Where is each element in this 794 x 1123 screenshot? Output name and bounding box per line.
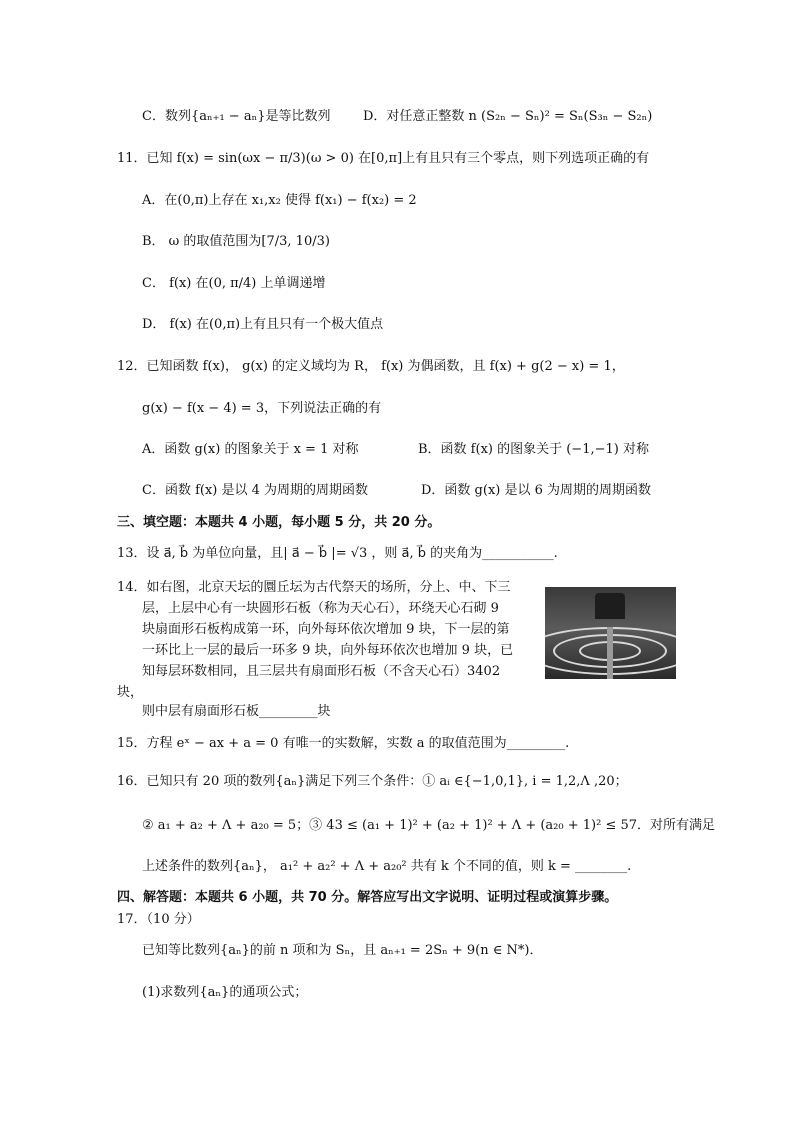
- q11-option-d: D． f(x) 在(0,π)上有且只有一个极大值点: [142, 317, 384, 332]
- q14-line-5: 知每层环数相同，且三层共有扇面形石板（不含天心石）3402: [142, 664, 501, 679]
- q11-stem: 11．已知 f(x) = sin(ωx − π/3)(ω > 0) 在[0,π]上有且只有三个零点，则下列选项正确的有: [117, 151, 650, 166]
- q14-answer-line: 则中层有扇面形石板_________块: [142, 704, 331, 719]
- q12-option-d: D．函数 g(x) 是以 6 为周期的周期函数: [421, 483, 652, 498]
- q11-option-b: B． ω 的取值范围为[7/3, 10/3): [142, 234, 330, 249]
- section3-heading: 三、填空题：本题共 4 小题，每小题 5 分，共 20 分。: [117, 515, 441, 530]
- q14-line-3: 块扇面形石板构成第一环，向外每环依次增加 9 块，下一层的第: [142, 622, 510, 637]
- q12-stem-line1: 12．已知函数 f(x)， g(x) 的定义域均为 R， f(x) 为偶函数，且 f(x) + g(2 − x) = 1，: [117, 359, 625, 374]
- q11-option-a: A．在(0,π)上存在 x₁,x₂ 使得 f(x₁) − f(x₂) = 2: [142, 193, 417, 208]
- q17-number: 17．（10 分）: [117, 912, 200, 927]
- section4-heading: 四、解答题：本题共 6 小题，共 70 分。解答应写出文字说明、证明过程或演算步骤。: [117, 890, 618, 905]
- q14-line-1: 14．如右图，北京天坛的圜丘坛为古代祭天的场所，分上、中、下三: [117, 580, 511, 595]
- q11-option-c: C． f(x) 在(0, π/4) 上单调递增: [142, 276, 326, 291]
- q12-option-b: B．函数 f(x) 的图象关于 (−1,−1) 对称: [418, 442, 649, 457]
- tiantan-photo: [545, 587, 676, 679]
- q16-line-3: 上述条件的数列{aₙ}， a₁² + a₂² + Λ + a₂₀² 共有 k 个不同的值，则 k = ________.: [142, 859, 632, 874]
- q10-option-c: C．数列{aₙ₊₁ − aₙ}是等比数列: [142, 109, 331, 124]
- temple-silhouette: [595, 593, 625, 619]
- q15-text: 15．方程 eˣ − ax + a = 0 有唯一的实数解，实数 a 的取值范围为_________.: [117, 736, 570, 751]
- q17-part1: (1)求数列{aₙ}的通项公式；: [142, 985, 308, 1000]
- q16-line-2: ② a₁ + a₂ + Λ + a₂₀ = 5；③ 43 ≤ (a₁ + 1)² + (a₂ + 1)² + Λ + (a₂₀ + 1)² ≤ 57．对所有满足: [142, 818, 716, 833]
- q12-option-c: C．函数 f(x) 是以 4 为周期的周期函数: [142, 483, 369, 498]
- q14-wrap: 块，: [117, 685, 144, 700]
- q16-line-1: 16．已知只有 20 项的数列{aₙ}满足下列三个条件：① aᵢ ∈{−1,0,1}, i = 1,2,Λ ,20；: [117, 774, 628, 789]
- q12-stem-line2: g(x) − f(x − 4) = 3，下列说法正确的有: [142, 401, 382, 416]
- q14-line-4: 一环比上一层的最后一环多 9 块，向外每环依次也增加 9 块，已: [142, 643, 514, 658]
- q12-option-a: A．函数 g(x) 的图象关于 x = 1 对称: [142, 442, 359, 457]
- q14-line-2: 层，上层中心有一块圆形石板（称为天心石），环绕天心石砌 9: [142, 601, 499, 616]
- q13-text: 13．设 a⃗, b⃗ 为单位向量，且| a⃗ − b⃗ |= √3 ，则 a⃗, b⃗ 的夹角为___________.: [117, 546, 558, 561]
- q17-stem: 已知等比数列{aₙ}的前 n 项和为 Sₙ，且 aₙ₊₁ = 2Sₙ + 9(n ∈ N*)．: [142, 943, 543, 958]
- center-path: [607, 627, 613, 679]
- q10-option-d: D．对任意正整数 n (S₂ₙ − Sₙ)² = Sₙ(S₃ₙ − S₂ₙ): [363, 109, 653, 124]
